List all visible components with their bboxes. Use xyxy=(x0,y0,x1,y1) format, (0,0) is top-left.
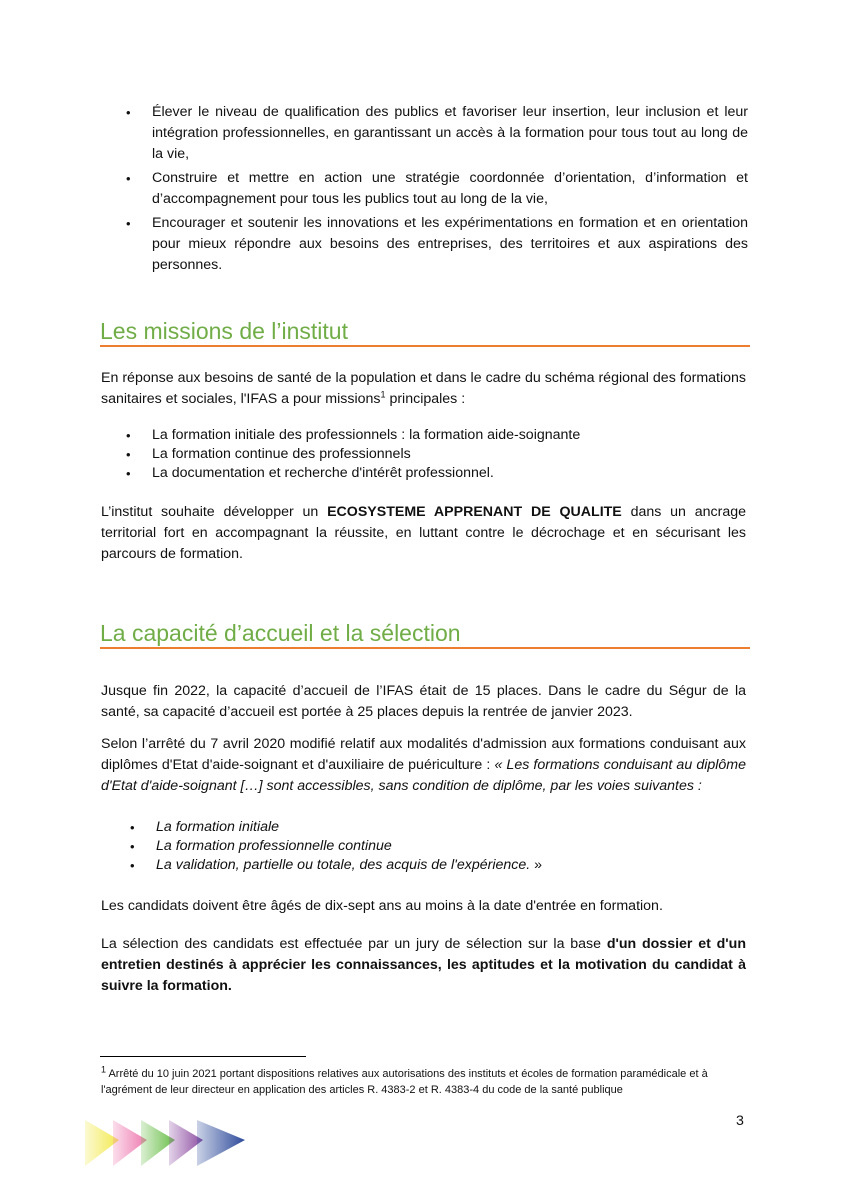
arrete-quote: « Les formations conduisant au diplôme d'Etat d'aide-soignant […] sont accessibles, sans condition de diplôme, par les voies suivantes : xyxy=(101,757,746,794)
footnote-number: 1 xyxy=(101,1064,107,1075)
bullet-icon xyxy=(126,102,152,124)
quote-close: » xyxy=(530,857,543,873)
section-heading-missions: Les missions de l’institut xyxy=(100,318,348,344)
footnote-ref: 1 xyxy=(380,389,386,400)
list-item-text: La formation continue des professionnels xyxy=(152,446,411,462)
selection-paragraph xyxy=(101,934,746,997)
selection-text: La sélection des candidats est effectuée par un jury de sélection sur la base xyxy=(101,936,607,952)
list-item-text xyxy=(156,855,752,876)
list-item xyxy=(130,836,752,857)
missions-intro-text: En réponse aux besoins de santé de la population et dans le cadre du schéma régional des formations sanitaires et sociales, l'IFAS a pour missions xyxy=(101,370,746,407)
chevron-icon xyxy=(197,1120,245,1166)
ecosystem-text-before: L’institut souhaite développer un xyxy=(101,504,328,520)
bullet-icon xyxy=(126,168,152,190)
capacity-paragraph: Jusque fin 2022, la capacité d’accueil de l’IFAS était de 15 places. Dans le cadre du Ségur de la santé, sa capacité d’accueil est portée à 25 places depuis la rentrée de janvier 2023. xyxy=(101,683,746,720)
missions-intro-end: principales : xyxy=(385,391,466,407)
list-item-text: La formation initiale xyxy=(156,819,280,835)
arrete-text: Selon l’arrêté du 7 avril 2020 modifié relatif aux modalités d'admission aux formations conduisant aux diplômes d'Etat d'aide-soignant et d'auxiliaire de puériculture : xyxy=(101,736,746,773)
list-item-text: Encourager et soutenir les innovations et les expérimentations en formation et en orientation pour mieux répondre aux besoins des entreprises, des territoires et aux aspirations des personnes. xyxy=(152,215,748,273)
bullet-icon xyxy=(130,855,156,877)
ecosystem-text-after: dans un ancrage territorial fort en accompagnant la réussite, en luttant contre le décrochage et en sécurisant les parcours de formation. xyxy=(101,504,746,562)
ecosystem-bold: ECOSYSTEME APPRENANT DE QUALITE xyxy=(327,504,622,520)
heading-rule xyxy=(100,345,750,347)
bullet-icon xyxy=(126,213,152,235)
list-item xyxy=(126,463,748,484)
list-item-italic: La validation, partielle ou totale, des acquis de l'expérience. xyxy=(156,857,531,873)
bullet-icon xyxy=(126,463,152,485)
arrete-paragraph xyxy=(101,734,746,797)
heading-rule xyxy=(100,647,750,649)
selection-bold: d'un dossier et d'un entretien destinés à apprécier les connaissances, les aptitudes et la motivation du candidat à suivre la formation. xyxy=(101,936,746,994)
list-item xyxy=(130,855,752,876)
list-item xyxy=(126,168,748,210)
list-item-text: La formation professionnelle continue xyxy=(156,838,392,854)
footnote-separator xyxy=(100,1056,306,1057)
page-number: 3 xyxy=(736,1113,744,1129)
list-item-text: Construire et mettre en action une stratégie coordonnée d’orientation, d’information et d’accompagnement pour tous les publics tout au long de la vie, xyxy=(152,170,748,207)
footnote-text: Arrêté du 10 juin 2021 portant dispositions relatives aux autorisations des instituts et écoles de formation paramédicale et à l'agrément de leur directeur en application des articles R. 4383-2 et R. 4383-4 du code de la santé publique xyxy=(101,1068,708,1096)
list-item xyxy=(130,817,752,838)
list-item-text: La formation initiale des professionnels : la formation aide-soignante xyxy=(152,427,581,443)
logo-chevrons xyxy=(85,1118,250,1170)
footnote xyxy=(101,1064,746,1098)
missions-intro xyxy=(101,368,746,410)
list-item xyxy=(126,444,748,465)
list-item xyxy=(126,213,748,276)
list-item-text: La documentation et recherche d'intérêt professionnel. xyxy=(152,465,494,481)
list-item xyxy=(126,425,748,446)
age-paragraph: Les candidats doivent être âgés de dix-sept ans au moins à la date d'entrée en formation. xyxy=(101,898,663,914)
ecosystem-paragraph xyxy=(101,502,746,565)
list-item xyxy=(126,102,748,165)
section-heading-capacity: La capacité d’accueil et la sélection xyxy=(100,620,461,646)
list-item-text: Élever le niveau de qualification des publics et favoriser leur insertion, leur inclusion et leur intégration professionnelles, en garantissant un accès à la formation pour tous tout au long de la vie, xyxy=(152,104,748,162)
